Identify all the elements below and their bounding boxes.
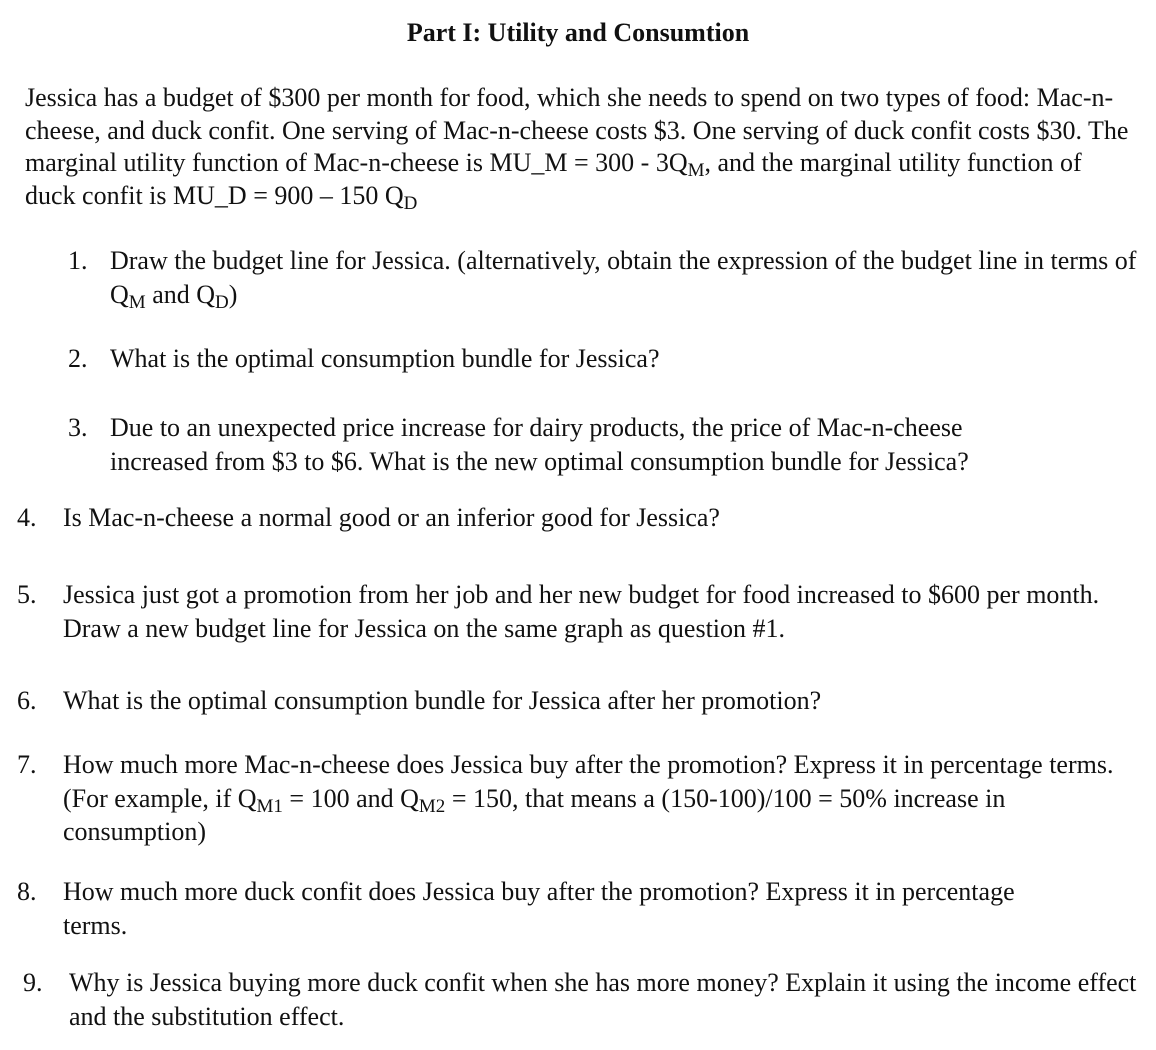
question-9	[23, 966, 1138, 1033]
question-text: = 100 and Q	[282, 783, 419, 813]
page-title: Part I: Utility and Consumtion	[406, 18, 750, 47]
question-number: 9.	[23, 968, 43, 997]
question-number: 3.	[68, 413, 88, 442]
question-number: 8.	[17, 877, 37, 906]
question-text: = 150, that means a (150-100)/100 = 50% increase in consumption)	[63, 783, 1006, 846]
question-number: 5.	[17, 580, 37, 609]
question-text: Draw the budget line for Jessica. (alternatively, obtain the expression of the budget line in terms of Q	[110, 246, 1137, 309]
intro-subscript-d: D	[403, 192, 418, 214]
question-6	[17, 684, 1137, 718]
question-3	[68, 411, 1058, 478]
question-7	[17, 748, 1142, 849]
question-text: How much more Mac-n-cheese does Jessica buy after the promotion? Express it in percentage terms. (For example, if Q	[63, 750, 1114, 813]
question-text: Due to an unexpected price increase for dairy products, the price of Mac-n-cheese increased from $3 to $6. What is the new optimal consumption bundle for Jessica?	[110, 413, 969, 476]
intro-text-2: , and the marginal utility function of duck confit is MU_D = 900 – 150 Q	[25, 148, 1082, 210]
question-number: 6.	[17, 686, 37, 715]
question-text: How much more duck confit does Jessica buy after the promotion? Express it in percentage terms.	[63, 877, 1015, 940]
question-number: 1.	[68, 246, 88, 275]
intro-paragraph	[25, 82, 1135, 212]
subscript-m: M	[128, 291, 146, 313]
question-text: Why is Jessica buying more duck confit when she has more money? Explain it using the income effect and the substitution effect.	[69, 968, 1137, 1031]
subscript-m1: M1	[256, 795, 283, 817]
question-number: 7.	[17, 750, 37, 779]
subscript-m2: M2	[418, 795, 446, 817]
question-text: and Q	[145, 279, 216, 309]
question-text: What is the optimal consumption bundle for Jessica?	[110, 344, 660, 373]
question-4	[17, 501, 1137, 535]
question-text: What is the optimal consumption bundle for Jessica after her promotion?	[63, 686, 822, 715]
intro-text-1: Jessica has a budget of $300 per month for food, which she needs to spend on two types of food: Mac-n-cheese, and duck confit. One serving of Mac-n-cheese costs $3. One serving of duck confit costs $30. The marginal utility function of Mac-n-cheese is MU_M = 300 - 3Q	[25, 83, 1129, 177]
question-5	[17, 578, 1137, 645]
intro-subscript-m: M	[687, 160, 705, 181]
question-text: )	[228, 279, 238, 309]
question-1	[68, 244, 1138, 311]
question-8	[17, 875, 1017, 942]
question-2	[68, 342, 1138, 376]
question-number: 2.	[68, 344, 88, 373]
question-text: Is Mac-n-cheese a normal good or an inferior good for Jessica?	[63, 503, 720, 532]
question-text: Jessica just got a promotion from her job and her new budget for food increased to $600 per month. Draw a new budget line for Jessica on the same graph as question #1.	[63, 580, 1100, 643]
question-number: 4.	[17, 503, 37, 532]
subscript-d: D	[215, 291, 229, 313]
